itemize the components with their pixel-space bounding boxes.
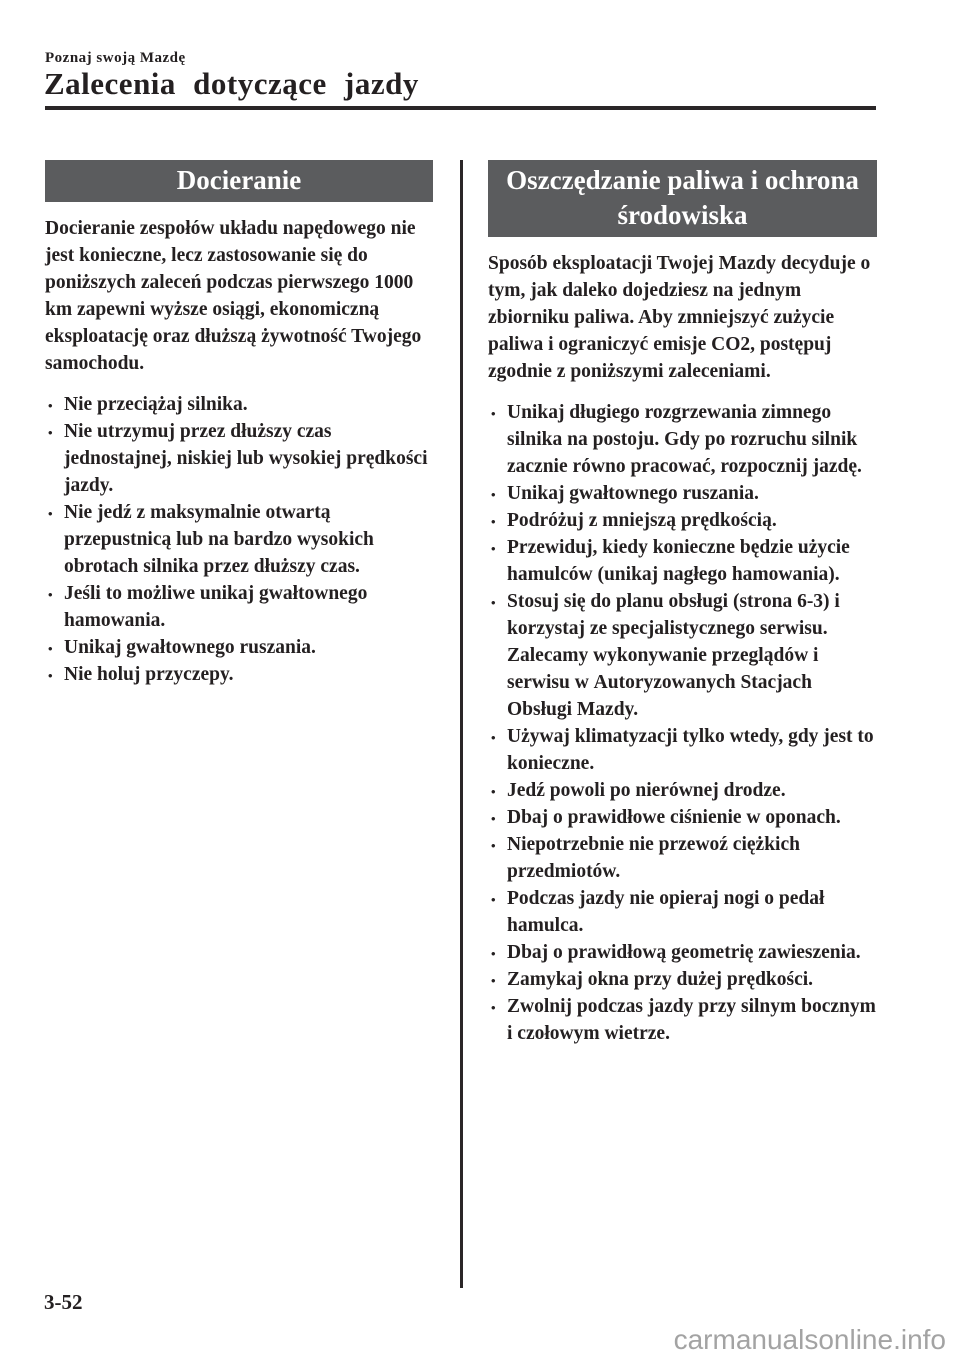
list-item: • Jedź powoli po nierównej drodze. [488,777,877,804]
list-item: • Zwolnij podczas jazdy przy silnym bocznym i czołowym wietrze. [488,993,877,1047]
list-item: • Dbaj o prawidłową geometrię zawieszenia. [488,939,877,966]
list-item: • Przewiduj, kiedy konieczne będzie użycie hamulców (unikaj nagłego hamowania). [488,534,877,588]
page-title: Zalecenia dotyczące jazdy [44,66,419,101]
fuel-economy-intro: Sposób eksploatacji Twojej Mazdy decyduje o tym, jak daleko dojedziesz na jednym zbiorniku paliwa. Aby zmniejszyć zużycie paliwa i ograniczyć emisje CO2, postępuj zgodnie z poniższymi zaleceniami. [488,253,871,383]
list-item: • Nie jedź z maksymalnie otwartą przepustnicą lub na bardzo wysokich obrotach silnika przez dłuższy czas. [45,499,433,580]
page-number: 3-52 [44,1290,83,1314]
list-item: • Stosuj się do planu obsługi (strona 6-3) i korzystaj ze specjalistycznego serwisu. Zalecamy wykonywanie przeglądów i serwisu w Autoryzowanych Stacjach Obsługi Mazdy. [488,588,877,723]
watermark-text: carmanualsonline.info [673,1324,946,1355]
break-in-intro: Docieranie zespołów układu napędowego nie jest konieczne, lecz zastosowanie się do poniższych zaleceń podczas pierwszego 1000 km zapewni wyższe osiągi, ekonomiczną eksploatację oraz dłuższą żywotność Twojego samochodu. [45,218,422,375]
break-in-heading: Docieranie [45,160,433,202]
list-item: • Unikaj długiego rozgrzewania zimnego silnika na postoju. Gdy po rozruchu silnik zacznie równo pracować, rozpocznij jazdę. [488,399,877,480]
section-break-in [45,160,433,688]
list-item: • Unikaj gwałtownego ruszania. [488,480,877,507]
fuel-economy-heading: Oszczędzanie paliwa i ochrona środowiska [488,160,877,237]
list-item: • Nie holuj przyczepy. [45,661,433,688]
fuel-economy-bullet-list [488,399,877,1047]
list-item: • Używaj klimatyzacji tylko wtedy, gdy jest to konieczne. [488,723,877,777]
chapter-eyebrow: Poznaj swoją Mazdę [45,50,186,66]
list-item: • Dbaj o prawidłowe ciśnienie w oponach. [488,804,877,831]
list-item: • Podróżuj z mniejszą prędkością. [488,507,877,534]
list-item: • Nie przeciążaj silnika. [45,391,433,418]
section-fuel-economy [488,160,877,1047]
list-item: • Nie utrzymuj przez dłuższy czas jednostajnej, niskiej lub wysokiej prędkości jazdy. [45,418,433,499]
list-item: • Jeśli to możliwe unikaj gwałtownego hamowania. [45,580,433,634]
list-item: • Zamykaj okna przy dużej prędkości. [488,966,877,993]
list-item: • Podczas jazdy nie opieraj nogi o pedał hamulca. [488,885,877,939]
header-rule [45,106,876,110]
list-item: • Niepotrzebnie nie przewoź ciężkich przedmiotów. [488,831,877,885]
column-divider [460,160,463,1288]
list-item: • Unikaj gwałtownego ruszania. [45,634,433,661]
break-in-bullet-list [45,391,433,688]
